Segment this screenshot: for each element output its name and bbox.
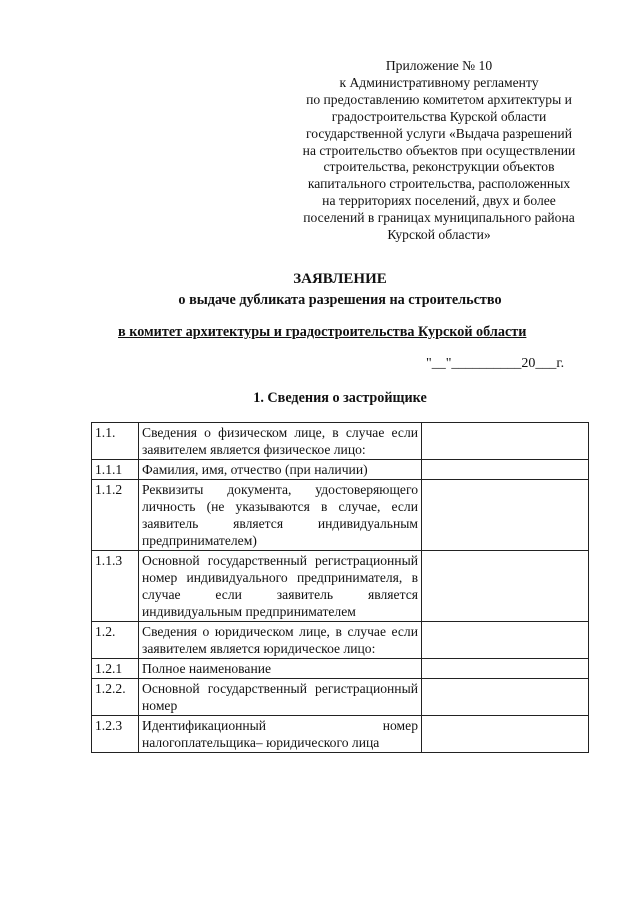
row-number: 1.1. [92, 423, 139, 460]
row-value-cell[interactable] [422, 423, 589, 460]
table-row [92, 423, 589, 460]
row-value-cell[interactable] [422, 679, 589, 716]
document-subtitle: о выдаче дубликата разрешения на строительство [178, 292, 502, 308]
row-number: 1.2.3 [92, 716, 139, 753]
appendix-line: на строительство объектов при осуществлении [302, 142, 576, 158]
document-title: ЗАЯВЛЕНИЕ [293, 271, 387, 287]
row-label: Основной государственный регистрационный номер индивидуального предпринимателя, в случае если заявитель является индивидуальным предпринимателем [139, 551, 422, 622]
row-label: Идентификационный номер налогоплательщика– юридического лица [139, 716, 422, 753]
appendix-line: Курской области» [387, 227, 491, 243]
row-label: Сведения о физическом лице, в случае если заявителем является физическое лицо: [139, 423, 422, 460]
appendix-line: государственной услуги «Выдача разрешений [306, 125, 572, 141]
row-value-cell[interactable] [422, 716, 589, 753]
row-number: 1.1.3 [92, 551, 139, 622]
row-value-cell[interactable] [422, 622, 589, 659]
appendix-line: Приложение № 10 [385, 58, 493, 73]
table-row [92, 716, 589, 753]
appendix-line: поселений в границах муниципального района [303, 210, 575, 226]
row-number: 1.2.2. [92, 679, 139, 716]
addressee: в комитет архитектуры и градостроительства Курской области [118, 324, 527, 340]
row-value-cell[interactable] [422, 659, 589, 679]
row-value-cell[interactable] [422, 460, 589, 480]
row-label: Реквизиты документа, удостоверяющего личность (не указываются в случае, если заявитель является индивидуальным предпринимателем) [139, 480, 422, 551]
row-number: 1.1.2 [92, 480, 139, 551]
appendix-block [286, 58, 592, 244]
appendix-line: по предоставлению комитетом архитектуры и [306, 91, 572, 107]
row-label: Основной государственный регистрационный номер [139, 679, 422, 716]
table-row [92, 679, 589, 716]
developer-info-table [91, 422, 589, 753]
row-number: 1.2.1 [92, 659, 139, 679]
row-value-cell[interactable] [422, 551, 589, 622]
row-label: Полное наименование [139, 659, 422, 679]
table-row [92, 622, 589, 659]
table-row [92, 480, 589, 551]
table-row [92, 460, 589, 480]
appendix-line: к Административному регламенту [339, 74, 539, 90]
table-row [92, 659, 589, 679]
row-number: 1.1.1 [92, 460, 139, 480]
row-number: 1.2. [92, 622, 139, 659]
appendix-line: градостроительства Курской области [331, 108, 547, 124]
row-label: Сведения о юридическом лице, в случае если заявителем является юридическое лицо: [139, 622, 422, 659]
row-label: Фамилия, имя, отчество (при наличии) [139, 460, 422, 480]
appendix-line: капитального строительства, расположенных [307, 176, 571, 192]
appendix-line: строительства, реконструкции объектов [323, 159, 555, 175]
appendix-line: на территориях поселений, двух и более [322, 193, 556, 209]
section-title: 1. Сведения о застройщике [253, 390, 427, 406]
row-value-cell[interactable] [422, 480, 589, 551]
table-row [92, 551, 589, 622]
date-line: "__"__________20___г. [426, 356, 565, 371]
